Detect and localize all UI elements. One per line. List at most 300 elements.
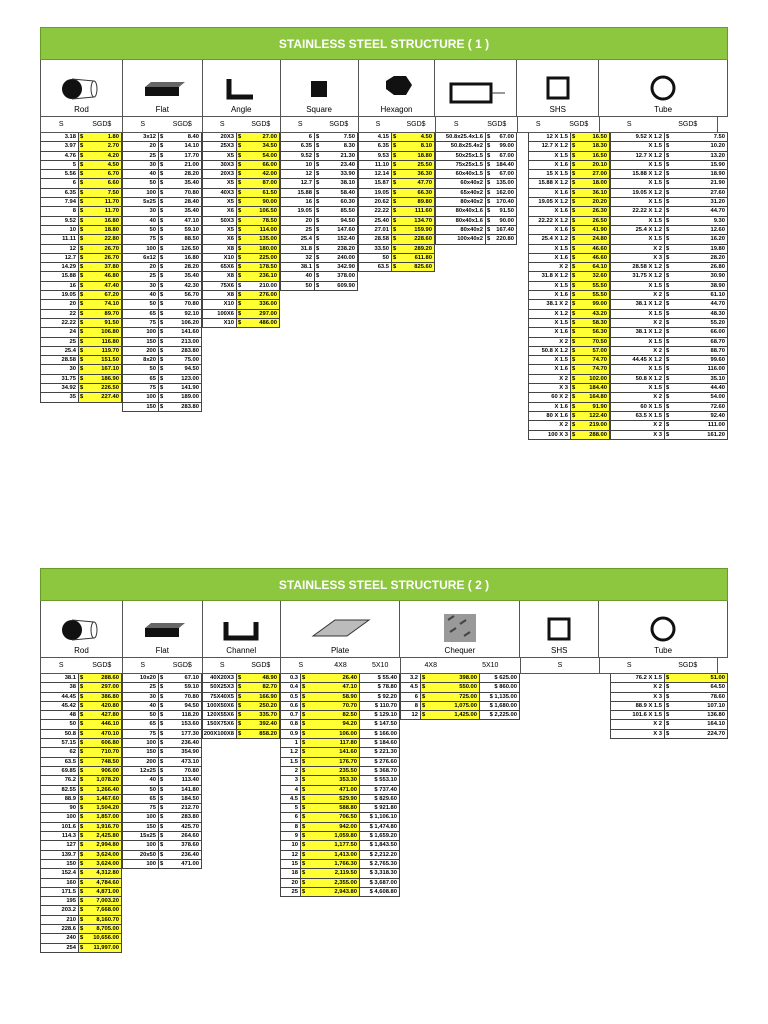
column-header: S xyxy=(297,121,303,128)
chequer-row xyxy=(400,683,520,692)
currency-cell: $ xyxy=(487,189,491,196)
price-cell: 1,425.00 xyxy=(429,711,479,719)
size-cell: 40 xyxy=(123,170,159,178)
price-cell: 228.60 xyxy=(400,235,434,243)
size-cell: 33.50 xyxy=(359,245,392,253)
column-header-row xyxy=(40,117,728,133)
currency-cell: $ xyxy=(237,198,245,206)
currency-cell: $ xyxy=(666,338,670,345)
flat-row xyxy=(122,365,202,374)
rect-row xyxy=(435,161,517,170)
currency-cell: $ xyxy=(571,393,579,401)
rod-row xyxy=(40,813,122,822)
price-5x10-cell: $ 3,318.30 xyxy=(359,869,399,877)
size-cell: 100 xyxy=(123,393,159,401)
price-cell: 42.30 xyxy=(184,282,199,289)
section-title: STAINLESS STEEL STRUCTURE ( 2 ) xyxy=(40,568,728,601)
currency-cell: $ xyxy=(301,823,309,831)
tube-row xyxy=(610,693,728,702)
size-cell: 0.5 xyxy=(281,693,301,701)
size-cell: 3x12 xyxy=(123,133,159,141)
size-cell: 30 xyxy=(123,161,159,169)
price-cell: 7,668.00 xyxy=(87,906,121,914)
price-cell: 21.90 xyxy=(710,180,725,187)
shs-row xyxy=(528,291,610,300)
price-cell: 427.80 xyxy=(87,711,121,719)
price-cell: 1,413.00 xyxy=(309,851,359,859)
price-cell: 706.50 xyxy=(309,813,359,821)
price-cell: 27.60 xyxy=(710,189,725,196)
shs-row xyxy=(528,421,610,430)
size-cell: 100X50X6 xyxy=(203,702,237,710)
size-cell: 34.92 xyxy=(41,384,79,392)
size-cell: 38.1 X 1.2 xyxy=(611,328,665,336)
currency-cell: $ xyxy=(571,235,579,243)
price-cell: 88.70 xyxy=(710,347,725,354)
currency-cell: $ xyxy=(301,813,309,821)
currency-cell: $ xyxy=(79,916,87,924)
currency-cell: $ xyxy=(666,189,670,196)
hexagon-row xyxy=(358,189,435,198)
size-cell: 65x40x2 xyxy=(436,189,486,197)
currency-cell: $ xyxy=(79,674,87,682)
price-cell: 134.70 xyxy=(400,217,434,225)
profile-icon-row xyxy=(40,60,728,117)
rod-row xyxy=(40,851,122,860)
price-cell: 28.20 xyxy=(710,254,725,261)
currency-cell: $ xyxy=(571,375,579,383)
price-cell: 66.00 xyxy=(710,329,725,336)
size-cell: 63.5 X 1.5 xyxy=(611,412,665,420)
tube-row xyxy=(610,217,728,226)
size-cell: 44.45 xyxy=(41,693,79,701)
price-cell: 94.50 xyxy=(340,217,355,224)
price-cell: 152.40 xyxy=(337,236,355,243)
size-cell: 16 xyxy=(41,282,79,290)
currency-cell: $ xyxy=(571,328,579,336)
size-cell: X5 xyxy=(203,152,237,160)
size-cell: 30X3 xyxy=(203,161,237,169)
section-structure-2 xyxy=(40,568,728,951)
price-cell: 70.80 xyxy=(184,189,199,196)
price-cell: 161.20 xyxy=(707,431,725,438)
currency-cell: $ xyxy=(316,273,320,280)
currency-cell: $ xyxy=(237,161,245,169)
price-cell: 611.80 xyxy=(400,254,434,262)
price-cell: 61.10 xyxy=(710,292,725,299)
price-cell: 1,467.60 xyxy=(87,795,121,803)
size-cell: 40 xyxy=(123,776,159,784)
price-cell: 164.80 xyxy=(579,393,609,401)
size-cell: X10 xyxy=(203,319,237,327)
price-cell: 21.00 xyxy=(184,161,199,168)
square-row xyxy=(280,282,358,291)
price-cell: 184.40 xyxy=(579,384,609,392)
square-row xyxy=(280,133,358,142)
square-row xyxy=(280,161,358,170)
size-cell: X 1.5 xyxy=(611,365,665,373)
price-cell: 24.80 xyxy=(579,235,609,243)
currency-cell: $ xyxy=(421,693,429,701)
price-cell: 82.70 xyxy=(245,683,279,691)
size-cell: X 3 xyxy=(611,254,665,262)
size-cell: 15.87 xyxy=(359,179,392,187)
price-cell: 4,312.80 xyxy=(87,869,121,877)
currency-cell: $ xyxy=(160,180,164,187)
size-cell: 15.88 xyxy=(41,272,79,280)
flat-row xyxy=(122,786,202,795)
currency-cell: $ xyxy=(160,833,164,840)
price-cell: 23.40 xyxy=(340,161,355,168)
column-header: S xyxy=(58,662,64,669)
rod-profile xyxy=(41,60,123,116)
currency-cell: $ xyxy=(392,170,400,178)
currency-cell: $ xyxy=(79,758,87,766)
size-cell: 9 xyxy=(281,832,301,840)
size-cell: 60 X 2 xyxy=(529,393,571,401)
size-cell: 80x40x2 xyxy=(436,198,486,206)
size-cell: X 1.5 xyxy=(611,198,665,206)
currency-cell: $ xyxy=(79,170,87,178)
currency-cell: $ xyxy=(237,207,245,215)
currency-cell: $ xyxy=(160,693,164,700)
price-cell: 141.80 xyxy=(181,786,199,793)
price-cell: 825.60 xyxy=(400,263,434,271)
price-cell: 111.00 xyxy=(707,422,725,429)
currency-cell: $ xyxy=(666,180,670,187)
rod-row xyxy=(40,300,122,309)
currency-cell: $ xyxy=(316,245,320,252)
size-cell: 48 xyxy=(41,711,79,719)
angle-row xyxy=(202,161,280,170)
flat-row xyxy=(122,300,202,309)
size-cell: 28.58 X 1.2 xyxy=(611,263,665,271)
rod-row xyxy=(40,879,122,888)
column-header: SGD$ xyxy=(251,121,271,128)
price-cell: 170.40 xyxy=(496,199,514,206)
column-header: 4X8 xyxy=(334,662,347,669)
plate-row xyxy=(280,851,400,860)
hexagon-row xyxy=(358,179,435,188)
flat-profile xyxy=(123,601,203,657)
size-cell: 65 xyxy=(123,795,159,803)
currency-cell: $ xyxy=(79,217,87,225)
square-row xyxy=(280,179,358,188)
currency-cell: $ xyxy=(79,683,87,691)
size-cell: 0.9 xyxy=(281,730,301,738)
price-cell: 1,059.80 xyxy=(309,832,359,840)
price-cell: 48.90 xyxy=(245,674,279,682)
rod-row xyxy=(40,198,122,207)
price-cell: 18.00 xyxy=(579,179,609,187)
price-cell: 4.50 xyxy=(87,161,121,169)
price-cell: 90.00 xyxy=(245,198,279,206)
size-cell: 75 xyxy=(123,235,159,243)
price-cell: 224.70 xyxy=(707,730,725,737)
shs-row xyxy=(528,347,610,356)
currency-cell: $ xyxy=(301,693,309,701)
price-cell: 56.70 xyxy=(184,292,199,299)
price-cell: 35.40 xyxy=(184,180,199,187)
currency-cell: $ xyxy=(237,693,245,701)
price-cell: 180.00 xyxy=(245,245,279,253)
currency-cell: $ xyxy=(666,292,670,299)
price-cell: 66.30 xyxy=(400,189,434,197)
price-cell: 858.20 xyxy=(245,730,279,738)
price-5x10-cell: $ 147.50 xyxy=(359,720,399,728)
currency-cell: $ xyxy=(237,226,245,234)
square-row xyxy=(280,235,358,244)
currency-cell: $ xyxy=(237,683,245,691)
currency-cell: $ xyxy=(666,702,670,709)
rect-row xyxy=(435,235,517,244)
price-cell: 471.00 xyxy=(309,786,359,794)
currency-cell: $ xyxy=(79,739,87,747)
column-header: SGD$ xyxy=(172,662,192,669)
tube-row xyxy=(610,245,728,254)
currency-cell: $ xyxy=(301,674,309,682)
flat-row xyxy=(122,142,202,151)
currency-cell: $ xyxy=(487,217,491,224)
size-cell: 20x50 xyxy=(123,851,159,859)
size-cell: X 3 xyxy=(611,431,665,439)
size-cell: 15 xyxy=(281,860,301,868)
currency-cell: $ xyxy=(666,422,670,429)
price-cell: 283.80 xyxy=(181,403,199,410)
price-cell: 33.90 xyxy=(340,171,355,178)
angle-bar-icon xyxy=(219,73,263,103)
tube-row xyxy=(610,263,728,272)
currency-cell: $ xyxy=(160,347,164,354)
currency-cell: $ xyxy=(79,226,87,234)
size-cell: 40 xyxy=(123,702,159,710)
price-cell: 118.20 xyxy=(181,712,199,719)
price-cell: 7,003.20 xyxy=(87,897,121,905)
currency-cell: $ xyxy=(571,347,579,355)
shs-row xyxy=(528,245,610,254)
size-cell: 60x40x1.5 xyxy=(436,170,486,178)
size-cell: 50 xyxy=(359,254,392,262)
size-cell: X 2 xyxy=(611,720,665,728)
rod-row xyxy=(40,748,122,757)
currency-cell: $ xyxy=(571,142,579,150)
size-cell: 50.8 X 1.2 xyxy=(611,375,665,383)
size-cell: 88.9 X 1.5 xyxy=(611,702,665,710)
size-cell: X 2 xyxy=(611,245,665,253)
size-cell: X 2 xyxy=(611,393,665,401)
size-cell: 38.1 xyxy=(41,674,79,682)
size-cell: 6 xyxy=(281,133,315,141)
currency-cell: $ xyxy=(79,879,87,887)
price-cell: 164.10 xyxy=(707,721,725,728)
size-cell: 50 xyxy=(123,226,159,234)
rod-row xyxy=(40,235,122,244)
column-header: SGD$ xyxy=(329,121,349,128)
price-cell: 186.90 xyxy=(87,375,121,383)
price-cell: 35.40 xyxy=(184,273,199,280)
tube-row xyxy=(610,412,728,421)
size-cell: 100 xyxy=(123,739,159,747)
size-cell: 19.05 X 1.2 xyxy=(529,198,571,206)
currency-cell: $ xyxy=(237,310,245,318)
square-hollow-section-icon xyxy=(539,614,579,644)
price-5x10-cell: $ 2,765.30 xyxy=(359,860,399,868)
square-row xyxy=(280,263,358,272)
currency-cell: $ xyxy=(487,208,491,215)
currency-cell: $ xyxy=(160,385,164,392)
price-cell: 123.00 xyxy=(181,375,199,382)
size-cell: X 2 xyxy=(611,683,665,691)
price-cell: 67.00 xyxy=(499,152,514,159)
currency-cell: $ xyxy=(160,721,164,728)
shs-row xyxy=(528,133,610,142)
currency-cell: $ xyxy=(571,300,579,308)
tube-row xyxy=(610,226,728,235)
price-cell: 78.50 xyxy=(245,217,279,225)
currency-cell: $ xyxy=(79,328,87,336)
size-cell: 19.05 X 1.2 xyxy=(611,189,665,197)
size-cell: 12 X 1.5 xyxy=(529,133,571,141)
currency-cell: $ xyxy=(237,720,245,728)
price-cell: 16.80 xyxy=(87,217,121,225)
size-cell: 200 xyxy=(123,758,159,766)
price-cell: 21.30 xyxy=(340,152,355,159)
size-cell: X 1.5 xyxy=(611,384,665,392)
price-cell: 47.10 xyxy=(309,683,359,691)
currency-cell: $ xyxy=(487,152,491,159)
size-cell: 114.3 xyxy=(41,832,79,840)
shs-row xyxy=(528,235,610,244)
hexagon-bar-icon xyxy=(374,73,418,103)
price-cell: 68.70 xyxy=(710,338,725,345)
hexagon-row xyxy=(358,235,435,244)
square-row xyxy=(280,189,358,198)
size-cell: X 1.5 xyxy=(611,282,665,290)
rect-column xyxy=(435,133,517,245)
currency-cell: $ xyxy=(571,431,579,439)
price-cell: 8,705.00 xyxy=(87,925,121,933)
currency-cell: $ xyxy=(237,189,245,197)
currency-cell: $ xyxy=(666,134,670,140)
currency-cell: $ xyxy=(79,720,87,728)
angle-row xyxy=(202,263,280,272)
size-cell: X 1.5 xyxy=(611,338,665,346)
currency-cell: $ xyxy=(571,189,579,197)
price-5x10-cell: $ 2,212.20 xyxy=(359,851,399,859)
currency-cell: $ xyxy=(160,740,164,747)
price-cell: 59.10 xyxy=(184,226,199,233)
flat-row xyxy=(122,767,202,776)
price-cell: 1,766.30 xyxy=(309,860,359,868)
currency-cell: $ xyxy=(316,152,320,159)
price-cell: 116.00 xyxy=(707,366,725,373)
size-cell: X 2 xyxy=(611,319,665,327)
price-cell: 288.00 xyxy=(579,431,609,439)
size-cell: 240 xyxy=(41,934,79,942)
size-cell: 150 xyxy=(123,748,159,756)
size-cell: X 1.5 xyxy=(611,310,665,318)
price-5x10-cell: $ 78.80 xyxy=(359,683,399,691)
currency-cell: $ xyxy=(392,198,400,206)
price-cell: 75.00 xyxy=(184,357,199,364)
size-cell: 15.88 xyxy=(281,189,315,197)
currency-cell: $ xyxy=(666,684,670,691)
size-cell: 15x25 xyxy=(123,832,159,840)
price-cell: 227.40 xyxy=(87,393,121,401)
currency-cell: $ xyxy=(160,189,164,196)
price-cell: 283.80 xyxy=(181,347,199,354)
rect-row xyxy=(435,142,517,151)
column-header: 5X10 xyxy=(482,662,499,669)
size-cell: 20X3 xyxy=(203,133,237,141)
icon-label: Chequer xyxy=(444,646,476,655)
price-cell: 609.90 xyxy=(337,282,355,289)
price-5x10-cell: $ 1,843.50 xyxy=(359,841,399,849)
size-cell: X 1.6 xyxy=(529,403,571,411)
currency-cell: $ xyxy=(392,235,400,243)
currency-cell: $ xyxy=(666,347,670,354)
currency-cell: $ xyxy=(392,179,400,187)
hexagon-row xyxy=(358,170,435,179)
size-cell: 50 xyxy=(123,786,159,794)
square-profile xyxy=(281,60,359,116)
currency-cell: $ xyxy=(237,179,245,187)
price-5x10-cell: $ 368.70 xyxy=(359,767,399,775)
flat-row xyxy=(122,207,202,216)
shs-row xyxy=(528,179,610,188)
plate-row xyxy=(280,758,400,767)
price-cell: 122.40 xyxy=(579,412,609,420)
price-cell: 2,425.80 xyxy=(87,832,121,840)
price-cell: 162.00 xyxy=(496,189,514,196)
price-cell: 236.10 xyxy=(245,272,279,280)
size-cell: 12 xyxy=(41,245,79,253)
column-header: SGD$ xyxy=(92,662,112,669)
flat-row xyxy=(122,226,202,235)
plate-row xyxy=(280,748,400,757)
currency-cell: $ xyxy=(316,143,320,150)
size-cell: 7.94 xyxy=(41,198,79,206)
price-cell: 38.10 xyxy=(340,180,355,187)
currency-cell: $ xyxy=(237,291,245,299)
price-cell: 37.80 xyxy=(87,263,121,271)
channel-row xyxy=(202,674,280,683)
size-cell: 30 xyxy=(41,365,79,373)
currency-cell: $ xyxy=(666,236,670,243)
price-cell: 276.00 xyxy=(245,291,279,299)
square-row xyxy=(280,217,358,226)
price-cell: 107.10 xyxy=(707,702,725,709)
currency-cell: $ xyxy=(666,143,670,150)
price-5x10-cell: $ 55.40 xyxy=(359,674,399,682)
size-cell: X 2 xyxy=(529,375,571,383)
plate-row xyxy=(280,767,400,776)
currency-cell: $ xyxy=(487,161,491,168)
rod-row xyxy=(40,776,122,785)
plate-row xyxy=(280,879,400,888)
size-cell: X 1.6 xyxy=(529,291,571,299)
size-cell: 82.55 xyxy=(41,786,79,794)
currency-cell: $ xyxy=(316,226,320,233)
currency-cell: $ xyxy=(79,804,87,812)
price-cell: 19.80 xyxy=(710,245,725,252)
size-cell: 100X6 xyxy=(203,310,237,318)
size-cell: X 1.5 xyxy=(611,179,665,187)
rod-row xyxy=(40,282,122,291)
chequer-row xyxy=(400,702,520,711)
size-cell: 20.62 xyxy=(359,198,392,206)
currency-cell: $ xyxy=(237,300,245,308)
